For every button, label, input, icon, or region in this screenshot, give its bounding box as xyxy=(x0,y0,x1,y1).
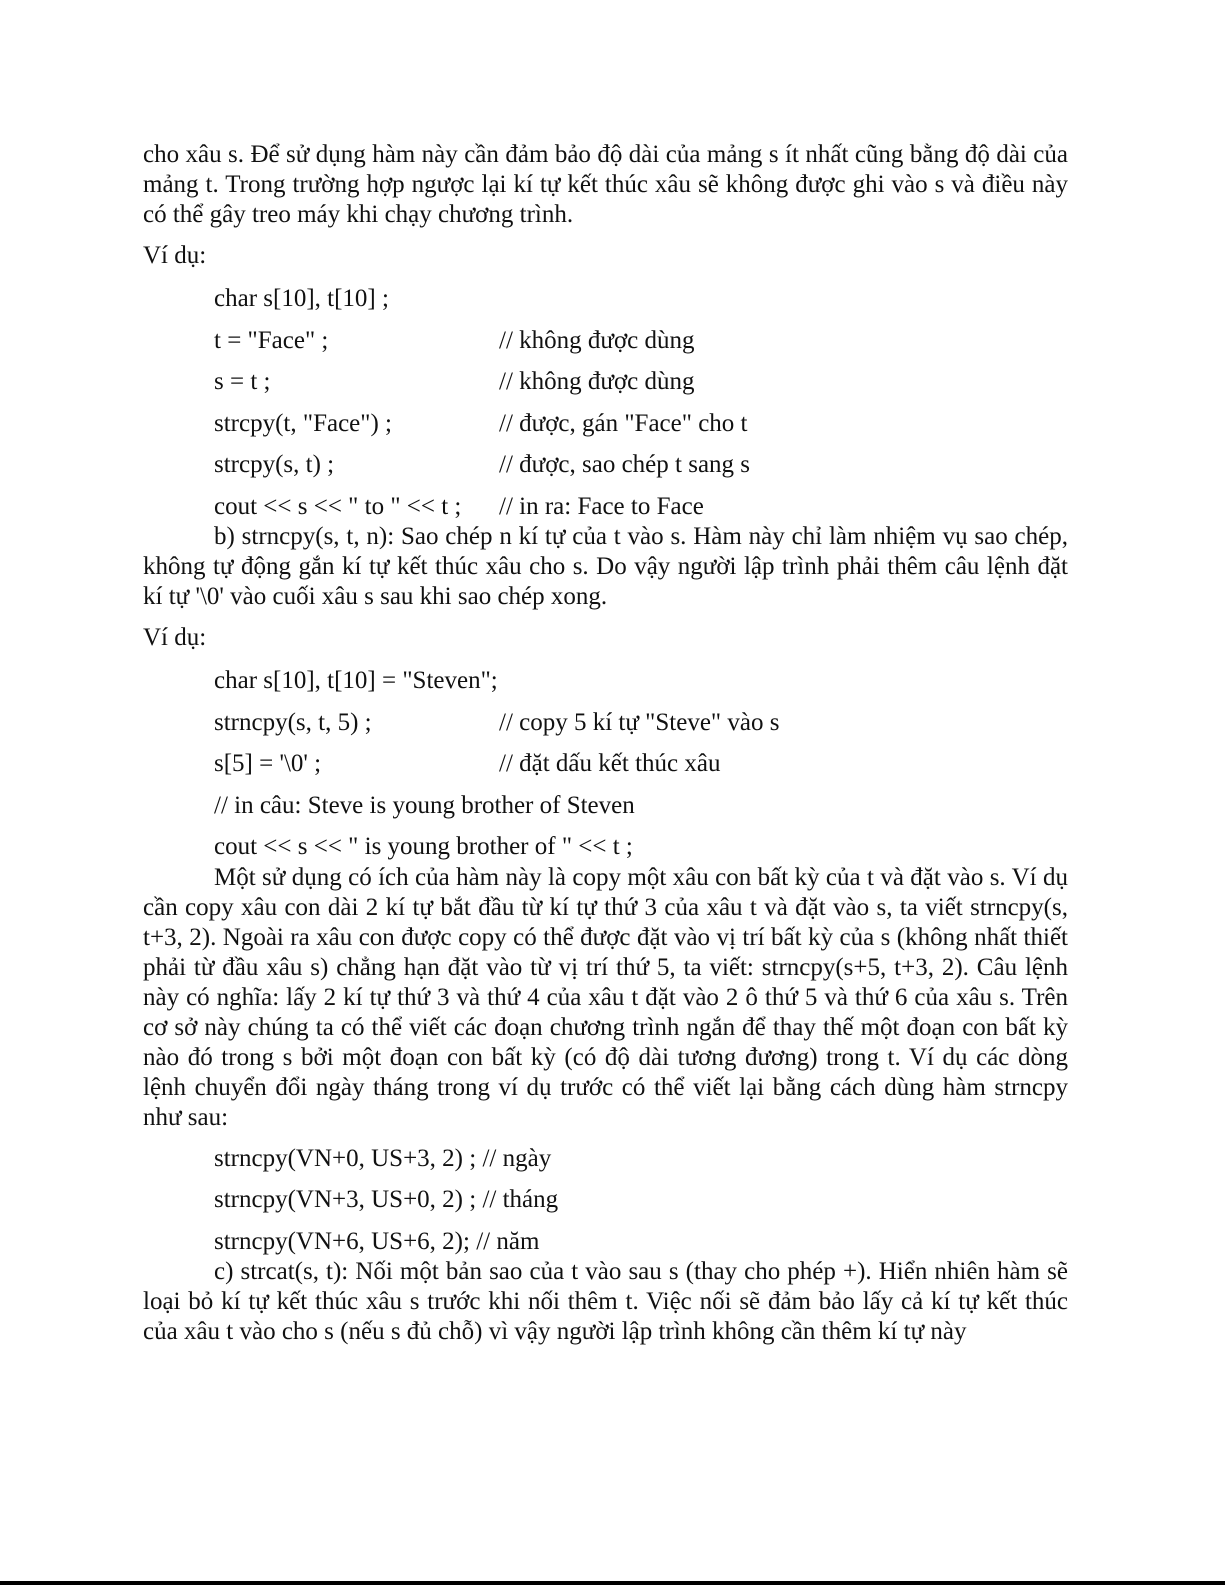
code-line xyxy=(214,749,1068,791)
code-line xyxy=(214,409,1068,451)
code-statement: s = t ; xyxy=(214,368,271,395)
paragraph-strcpy-note: cho xâu s. Để sử dụng hàm này cần đảm bảo độ dài của mảng s ít nhất cũng bằng độ dài của mảng t. Trong trường hợp ngược lại kí tự kết thúc xâu sẽ không được ghi vào s và điều này có thể gây treo máy khi chạy chương trình. xyxy=(143,141,1068,228)
code-statement: s[5] = '\0' ; xyxy=(214,750,322,777)
code-line xyxy=(214,326,1068,368)
code-line xyxy=(214,708,1068,750)
document-page xyxy=(143,140,1068,1347)
paragraph-substring-usage: Một sử dụng có ích của hàm này là copy một xâu con bất kỳ của t và đặt vào s. Ví dụ cần copy xâu con dài 2 kí tự bắt đầu từ kí tự thứ 3 của xâu t và đặt vào s, ta viết strncpy(s, t+3, 2). Ngoài ra xâu con được copy có thể được đặt vào vị trí bất kỳ của s (không nhất thiết phải từ đầu xâu s) chẳng hạn đặt vào từ vị trí thứ 5, ta viết: strncpy(s+5, t+3, 2). Câu lệnh này có nghĩa: lấy 2 kí tự thứ 3 và thứ 4 của xâu t đặt vào 2 ô thứ 5 và thứ 6 của xâu s. Trên cơ sở này chúng ta có thể viết các đoạn chương trình ngắn để thay thế một đoạn con bất kỳ nào đó trong s bởi một đoạn con bất kỳ (có độ dài tương đương) trong t. Ví dụ các dòng lệnh chuyển đổi ngày tháng trong ví dụ trước có thể viết lại bằng cách dùng hàm strncpy như sau: xyxy=(143,863,1068,1131)
code-comment: // không được dùng xyxy=(499,326,695,354)
code-comment: // không được dùng xyxy=(499,368,695,395)
code-statement: strncpy(VN+6, US+6, 2); // năm xyxy=(214,1227,540,1255)
code-statement: strncpy(VN+0, US+3, 2) ; // ngày xyxy=(214,1144,552,1172)
code-comment: // đặt dấu kết thúc xâu xyxy=(499,750,721,777)
code-comment: // in câu: Steve is young brother of Steven xyxy=(214,791,635,819)
code-statement: t = "Face" ; xyxy=(214,326,329,354)
code-comment: // copy 5 kí tự "Steve" vào s xyxy=(499,708,780,736)
code-statement: strcpy(t, "Face") ; xyxy=(214,409,392,437)
code-comment xyxy=(499,666,1068,708)
code-line xyxy=(214,284,1068,326)
code-statement: cout << s << " is young brother of " << t ; xyxy=(214,833,633,860)
code-statement: strcpy(s, t) ; xyxy=(214,451,335,478)
paragraph-strcat: c) strcat(s, t): Nối một bản sao của t vào sau s (thay cho phép +). Hiển nhiên hàm sẽ loại bỏ kí tự kết thúc xâu s trước khi nối thêm t. Việc nối sẽ đảm bảo lấy cả kí tự kết thúc của xâu t vào cho s (nếu s đủ chỗ) vì vậy người lập trình không cần thêm kí tự này xyxy=(143,1258,1068,1345)
code-block-date-convert xyxy=(143,1144,1068,1269)
code-line xyxy=(214,791,1068,833)
code-comment xyxy=(499,284,1068,326)
page-bottom-border xyxy=(0,1581,1225,1585)
example-label: Ví dụ: xyxy=(143,242,207,269)
code-line xyxy=(214,666,1068,708)
code-line xyxy=(214,367,1068,409)
code-line xyxy=(214,1185,1068,1227)
code-statement: char s[10], t[10] = "Steven"; xyxy=(214,667,498,694)
code-statement: strncpy(s, t, 5) ; xyxy=(214,708,372,736)
code-line xyxy=(214,1144,1068,1186)
paragraph-strncpy: b) strncpy(s, t, n): Sao chép n kí tự của t vào s. Hàm này chỉ làm nhiệm vụ sao chép, không tự động gắn kí tự kết thúc xâu cho s. Do vậy người lập trình phải thêm câu lệnh đặt kí tự '\0' vào cuối xâu s sau khi sao chép xong. xyxy=(143,523,1068,610)
code-block-strcpy xyxy=(143,284,1068,533)
code-comment: // được, sao chép t sang s xyxy=(499,451,751,478)
code-statement: cout << s << " to " << t ; xyxy=(214,492,462,520)
code-line xyxy=(214,450,1068,492)
code-statement: char s[10], t[10] ; xyxy=(214,285,389,312)
code-statement: strncpy(VN+3, US+0, 2) ; // tháng xyxy=(214,1186,559,1213)
code-comment: // được, gán "Face" cho t xyxy=(499,409,748,437)
code-comment: // in ra: Face to Face xyxy=(499,492,704,520)
example-label: Ví dụ: xyxy=(143,624,207,651)
code-block-strncpy xyxy=(143,666,1068,874)
